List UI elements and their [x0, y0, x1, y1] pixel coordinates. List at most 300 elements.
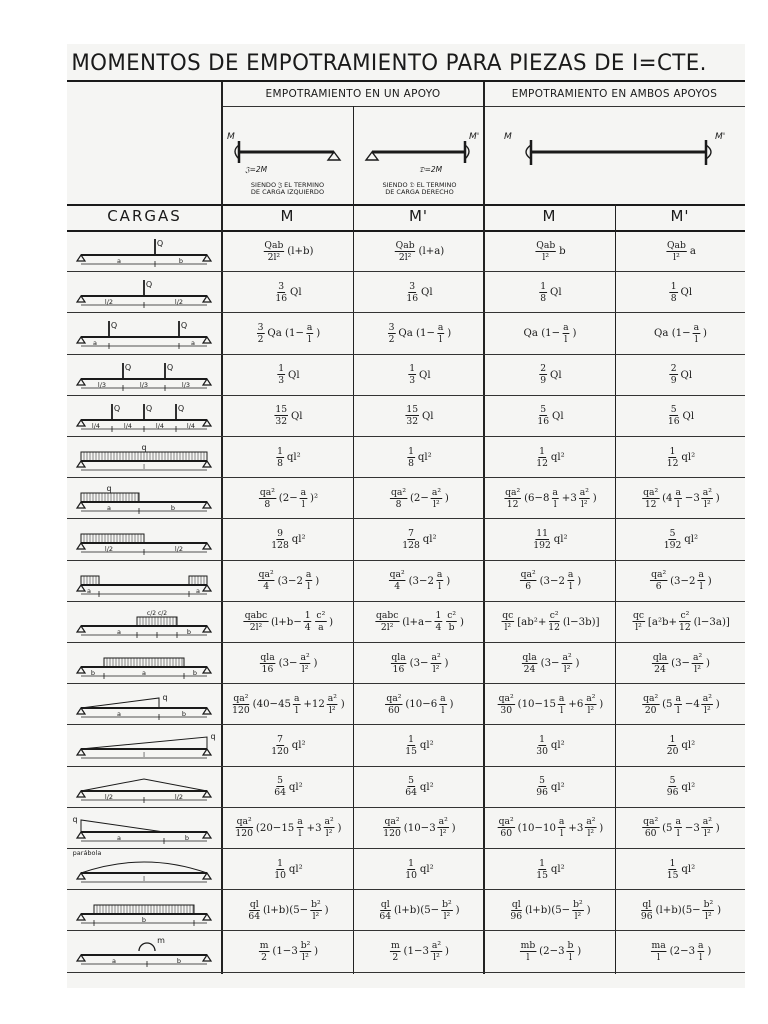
- formula-fraction: [664, 528, 682, 551]
- formula-fraction: [446, 610, 457, 633]
- formula-fraction: [498, 693, 515, 716]
- formula-cell: [617, 931, 743, 971]
- formula-fraction: [551, 487, 558, 510]
- fraction-denominator: 120: [235, 828, 253, 840]
- formula-fraction: [670, 281, 678, 304]
- fraction-denominator: 4: [435, 622, 442, 634]
- dimension-label: l/2: [174, 298, 184, 307]
- formula-text: (3−: [409, 657, 429, 670]
- formula-text: ): [315, 574, 320, 587]
- dimension-label: a: [191, 339, 195, 348]
- fraction-numerator: a²: [431, 939, 442, 951]
- formula-cell: [224, 396, 351, 436]
- fraction-denominator: l: [676, 704, 680, 716]
- fraction-numerator: 3: [278, 280, 285, 292]
- dimension-label: l/2: [174, 545, 184, 554]
- dimension-label: a: [107, 504, 111, 513]
- fraction-numerator: 7: [277, 733, 284, 745]
- formula-cell: [617, 725, 743, 765]
- formula-text: ql²: [684, 533, 699, 546]
- fraction-numerator: a²: [431, 651, 441, 663]
- formula-cell: [224, 561, 351, 601]
- formula-fraction: [536, 775, 548, 798]
- formula-text: )²: [310, 492, 319, 505]
- fraction-numerator: 5: [277, 775, 284, 787]
- formula-text: (6−8: [524, 492, 550, 505]
- fraction-numerator: a²: [692, 651, 703, 663]
- fraction-numerator: 5: [539, 775, 546, 787]
- dimension-label: b: [192, 669, 198, 677]
- fraction-numerator: 11: [536, 527, 548, 539]
- formula-fraction: [536, 858, 548, 881]
- formula-fraction: [379, 899, 391, 922]
- formula-fraction: [304, 610, 312, 633]
- fraction-numerator: a: [436, 569, 443, 581]
- fraction-numerator: ql: [642, 898, 652, 910]
- fraction-numerator: a: [306, 321, 313, 333]
- formula-text: +3: [568, 821, 584, 834]
- formula-fraction: [585, 693, 596, 716]
- formula-fraction: [375, 610, 399, 633]
- load-label-q: q: [210, 732, 216, 742]
- formula-fraction: [431, 487, 442, 510]
- fraction-denominator: 2: [257, 333, 264, 345]
- formula-fraction: [276, 446, 284, 469]
- load-label-q: Q: [113, 403, 121, 413]
- fraction-numerator: qa²: [259, 486, 275, 498]
- dimension-label: l: [143, 751, 145, 760]
- formula-fraction: [558, 693, 565, 716]
- formula-cell: [486, 931, 613, 971]
- formula-fraction: [697, 569, 704, 592]
- fraction-numerator: a²: [327, 692, 337, 704]
- vline-3: [615, 204, 616, 974]
- load-diagram-uniform-partial-a: [69, 478, 219, 518]
- formula-fraction: [405, 858, 417, 881]
- formula-text: (l+b)(5−: [263, 904, 309, 917]
- formula-cell: [355, 849, 482, 889]
- formula-fraction: [510, 899, 522, 922]
- formula-text: (10−10: [517, 821, 557, 834]
- formula-text: Ql: [680, 368, 693, 381]
- formula-fraction: [405, 404, 419, 427]
- fraction-denominator: 128: [402, 539, 420, 551]
- formula-fraction: [679, 610, 691, 633]
- formula-text: ): [707, 945, 712, 958]
- formula-cell: [486, 231, 613, 271]
- formula-fraction: [585, 816, 596, 839]
- load-label-q: Q: [110, 321, 118, 331]
- fraction-denominator: a: [318, 622, 324, 634]
- fraction-denominator: 15: [666, 869, 679, 881]
- fraction-denominator: l: [676, 498, 680, 510]
- formula-fraction: [572, 899, 584, 922]
- formula-text: ql²: [417, 451, 432, 464]
- formula-text: ): [449, 698, 454, 711]
- formula-text: (l+b): [287, 245, 314, 258]
- formula-fraction: [244, 610, 268, 633]
- fraction-numerator: qabc: [375, 610, 399, 622]
- fraction-numerator: 5: [669, 775, 676, 787]
- fraction-denominator: 20: [666, 745, 679, 757]
- formula-fraction: [271, 734, 289, 757]
- dimension-label: b: [170, 504, 176, 513]
- fraction-denominator: 60: [388, 704, 400, 716]
- formula-text: ): [572, 327, 577, 340]
- load-diagram-point-load-ab: [69, 231, 219, 271]
- fraction-numerator: qa²: [236, 816, 252, 828]
- formula-cell: [355, 808, 482, 848]
- formula-fraction: [632, 610, 645, 633]
- moment-arc: [139, 943, 155, 951]
- formula-text: ): [337, 821, 342, 834]
- dimension-label: a: [117, 257, 121, 265]
- col-header-m3: M: [542, 207, 557, 225]
- fraction-numerator: ql: [249, 898, 259, 910]
- formula-text: ql²: [681, 451, 696, 464]
- formula-fraction: [520, 940, 537, 963]
- fraction-numerator: a: [675, 486, 681, 498]
- fraction-denominator: 16: [667, 416, 680, 428]
- dimension-label: l/4: [186, 421, 196, 430]
- dimension-label: a: [117, 710, 121, 719]
- formula-fraction: [504, 487, 521, 510]
- fraction-denominator: 6: [655, 581, 662, 593]
- fraction-denominator: l: [308, 333, 312, 345]
- right-caption: SIENDO 𝔇 EL TERMINO DE CARGA DERECHO: [382, 181, 457, 196]
- formula-fraction: [641, 899, 653, 922]
- both-left-moment-label: M: [504, 132, 512, 142]
- formula-text: (20−15: [255, 821, 295, 834]
- formula-fraction: [642, 816, 659, 839]
- formula-fraction: [567, 569, 574, 592]
- formula-fraction: [300, 652, 311, 675]
- formula-cell: [617, 890, 743, 930]
- formula-cell: [617, 602, 743, 642]
- formula-fraction: [498, 816, 515, 839]
- fraction-numerator: 15: [406, 404, 419, 416]
- fraction-denominator: l: [295, 704, 299, 716]
- formula-fraction: [259, 487, 276, 510]
- fraction-numerator: a²: [324, 816, 334, 828]
- fraction-numerator: a: [698, 939, 704, 951]
- parabola-label: parábola: [72, 849, 102, 857]
- fraction-denominator: l: [298, 828, 302, 840]
- fraction-denominator: l²: [433, 498, 440, 510]
- formula-text: −3: [684, 492, 700, 505]
- vline-1: [353, 106, 354, 974]
- fraction-denominator: 8: [277, 457, 284, 469]
- formula-text: [ab²+: [517, 615, 547, 628]
- fraction-numerator: 1: [540, 280, 547, 292]
- fraction-denominator: l²: [673, 251, 680, 263]
- formula-cell: [224, 437, 351, 477]
- formula-text: (3−2: [539, 574, 566, 587]
- formula-text: (3−: [671, 657, 691, 670]
- fraction-numerator: a²: [431, 486, 442, 498]
- fraction-numerator: b²: [311, 898, 321, 910]
- fraction-numerator: Qab: [395, 239, 415, 251]
- formula-cell: [224, 519, 351, 559]
- formula-cell: [355, 231, 482, 271]
- dimension-label: a: [93, 339, 97, 348]
- fraction-numerator: qa²: [258, 569, 274, 581]
- load-label-q: Q: [180, 321, 188, 331]
- formula-fraction: [702, 487, 713, 510]
- formula-fraction: [642, 487, 659, 510]
- fraction-numerator: qa²: [643, 816, 659, 828]
- formula-text: (10−3: [403, 821, 436, 834]
- formula-cell: [486, 684, 613, 724]
- col-header-m4: M': [670, 207, 690, 225]
- formula-cell: [617, 478, 743, 518]
- formula-text: b: [559, 245, 566, 258]
- fraction-denominator: 2l²: [249, 622, 263, 634]
- formula-cell: [355, 396, 482, 436]
- fraction-numerator: qla: [522, 651, 537, 663]
- formula-cell: [355, 437, 482, 477]
- dimension-label: l/3: [139, 380, 149, 389]
- formula-text: (3−2: [670, 574, 696, 587]
- formula-cell: [355, 684, 482, 724]
- fraction-numerator: 9: [277, 527, 284, 539]
- formula-fraction: [520, 569, 537, 592]
- fraction-numerator: ql: [380, 898, 390, 910]
- fraction-denominator: 32: [275, 416, 288, 428]
- fraction-denominator: 15: [536, 869, 548, 881]
- fraction-numerator: 5: [540, 404, 547, 416]
- fraction-denominator: l²: [563, 663, 571, 675]
- fraction-denominator: 60: [644, 828, 657, 840]
- fraction-denominator: 12: [679, 622, 691, 634]
- formula-text: (4: [662, 492, 673, 505]
- formula-fraction: [258, 569, 275, 592]
- formula-text: ): [599, 821, 604, 834]
- fraction-numerator: m: [390, 939, 400, 951]
- fraction-denominator: l²: [432, 663, 440, 675]
- fraction-denominator: l: [441, 704, 445, 716]
- load-diagram-two-point-loads-thirds: [69, 355, 219, 395]
- formula-cell: [617, 313, 743, 353]
- dimension-label: l/4: [155, 421, 165, 430]
- dimension-label: a: [87, 586, 91, 595]
- load-diagram-point-load-center: [69, 272, 219, 312]
- col-header-m2: M': [408, 207, 429, 225]
- formula-cell: [617, 231, 743, 271]
- fraction-numerator: 1: [539, 733, 546, 745]
- formula-fraction: [668, 404, 680, 427]
- fraction-numerator: qabc: [244, 610, 268, 622]
- formula-cell: [355, 561, 482, 601]
- fraction-numerator: 1: [670, 280, 677, 292]
- load-label-q: Q: [124, 362, 132, 372]
- fraction-denominator: l²: [703, 704, 711, 716]
- fraction-denominator: l²: [703, 828, 711, 840]
- dimension-label: b: [90, 669, 96, 677]
- formula-text: ): [455, 904, 460, 917]
- dimension-label: l/3: [97, 380, 107, 389]
- formula-text: Ql: [419, 368, 431, 381]
- load-diagram-three-point-loads: [69, 396, 219, 436]
- formula-fraction: [702, 693, 713, 716]
- title-rule: [67, 80, 745, 82]
- formula-fraction: [567, 940, 575, 963]
- fraction-denominator: 9: [540, 375, 547, 387]
- formula-fraction: [257, 322, 265, 345]
- formula-text: ql²: [288, 780, 303, 793]
- fraction-numerator: c²: [680, 610, 690, 622]
- fraction-denominator: l: [699, 581, 703, 593]
- formula-cell: [617, 396, 743, 436]
- formula-fraction: [702, 816, 713, 839]
- fraction-denominator: l²: [635, 622, 642, 634]
- load-label-q: q: [106, 484, 112, 494]
- formula-cell: [486, 767, 613, 807]
- formula-text: Ql: [420, 286, 433, 299]
- formula-cell: [486, 313, 613, 353]
- formula-cell: [617, 519, 743, 559]
- fraction-numerator: a: [567, 569, 574, 581]
- load-diagram-two-point-loads: [69, 313, 219, 353]
- fraction-denominator: 96: [640, 910, 653, 922]
- fraction-denominator: 16: [261, 663, 274, 675]
- fraction-denominator: 192: [663, 539, 682, 551]
- formula-cell: [224, 231, 351, 271]
- fraction-denominator: l: [438, 581, 442, 593]
- formula-fraction: [692, 652, 703, 675]
- load-label-q: q: [162, 693, 168, 703]
- fraction-numerator: 7: [408, 527, 415, 539]
- fraction-denominator: l: [526, 951, 530, 963]
- fraction-numerator: 1: [409, 363, 416, 375]
- load-diagram-uniform-half: [69, 519, 219, 559]
- formula-fraction: [277, 363, 285, 386]
- fraction-denominator: 120: [383, 828, 401, 840]
- formula-cell: [355, 355, 482, 395]
- formula-text: ): [451, 821, 456, 834]
- load-diagram-triangular-full: [69, 725, 219, 765]
- col-header-loads: CARGAS: [107, 207, 182, 225]
- fraction-numerator: a²: [702, 816, 712, 828]
- fraction-denominator: l: [307, 581, 311, 593]
- fraction-numerator: b²: [703, 898, 714, 910]
- fraction-denominator: l²: [325, 828, 333, 840]
- formula-text: (2−: [278, 492, 298, 505]
- fraction-numerator: a: [675, 816, 681, 828]
- formula-text: (3−2: [277, 574, 304, 587]
- formula-text: (l−3b)]: [562, 615, 600, 628]
- fraction-denominator: l²: [574, 910, 582, 922]
- formula-text: ql²: [291, 739, 306, 752]
- formula-cell: [617, 767, 743, 807]
- formula-fraction: [521, 652, 537, 675]
- fraction-numerator: qa²: [498, 816, 514, 828]
- formula-fraction: [693, 322, 700, 345]
- formula-text: (3−2: [408, 574, 435, 587]
- fraction-numerator: a: [293, 692, 300, 704]
- fraction-denominator: 30: [536, 745, 548, 757]
- fraction-numerator: a: [675, 692, 681, 704]
- formula-fraction: [296, 816, 303, 839]
- formula-text: ): [444, 657, 449, 670]
- formula-cell: [617, 561, 743, 601]
- formula-cell: [355, 313, 482, 353]
- formula-fraction: [650, 569, 667, 592]
- formula-text: (l+a): [418, 245, 445, 258]
- fraction-denominator: 12: [644, 498, 657, 510]
- fraction-numerator: m: [259, 939, 269, 951]
- formula-fraction: [406, 281, 418, 304]
- vline-2: [483, 82, 485, 974]
- formula-text: (l+a−: [402, 615, 433, 628]
- fraction-denominator: 9: [670, 375, 677, 387]
- formula-text: Ql: [680, 286, 693, 299]
- formula-text: ql²: [419, 780, 434, 793]
- load-label-q: Q: [145, 280, 153, 290]
- formula-fraction: [435, 610, 443, 633]
- load-diagram-applied-moment: [69, 931, 219, 971]
- fraction-denominator: 10: [405, 869, 417, 881]
- fraction-numerator: a²: [702, 486, 712, 498]
- formula-text: ): [586, 904, 591, 917]
- formula-fraction: [670, 363, 678, 386]
- fraction-denominator: 4: [263, 581, 270, 593]
- dimension-label: b: [184, 833, 190, 842]
- formula-fraction: [558, 816, 565, 839]
- fraction-denominator: l: [569, 581, 573, 593]
- row-divider: [67, 972, 745, 973]
- formula-fraction: [536, 734, 548, 757]
- formula-cell: [486, 808, 613, 848]
- fraction-numerator: 5: [670, 404, 677, 416]
- formula-text: (3−: [278, 657, 298, 670]
- dimension-label: l: [143, 875, 145, 883]
- fraction-denominator: 16: [275, 292, 288, 304]
- formula-text: Qa (1−: [398, 327, 435, 340]
- formula-fraction: [324, 816, 335, 839]
- formula-cell: [224, 890, 351, 930]
- fraction-denominator: l: [676, 828, 680, 840]
- fraction-numerator: 1: [669, 733, 676, 745]
- fraction-denominator: 20: [644, 704, 657, 716]
- load-label-q: q: [141, 443, 147, 452]
- dimension-label: b: [181, 710, 187, 719]
- fraction-denominator: l²: [443, 910, 451, 922]
- load-diagram-triangular-partial: [69, 684, 219, 724]
- formula-fraction: [537, 404, 549, 427]
- formula-cell: [224, 849, 351, 889]
- fraction-numerator: a: [305, 569, 312, 581]
- formula-fraction: [436, 569, 443, 592]
- formula-text: ql²: [419, 863, 434, 876]
- formula-text: ql²: [550, 451, 565, 464]
- formula-text: (2−: [409, 492, 429, 505]
- formula-text: (l+b)(5−: [655, 904, 701, 917]
- formula-cell: [355, 478, 482, 518]
- formula-fraction: [383, 816, 401, 839]
- formula-cell: [355, 272, 482, 312]
- dimension-label: l/2: [104, 545, 114, 554]
- table-sheet: [67, 44, 745, 988]
- fraction-denominator: 3: [278, 375, 285, 387]
- fraction-denominator: 8: [264, 498, 271, 510]
- formula-cell: [224, 272, 351, 312]
- formula-text: ): [577, 574, 582, 587]
- formula-text: (10−15: [517, 698, 557, 711]
- fraction-numerator: mb: [520, 939, 536, 951]
- fraction-denominator: l²: [504, 622, 512, 634]
- fraction-denominator: l: [439, 333, 443, 345]
